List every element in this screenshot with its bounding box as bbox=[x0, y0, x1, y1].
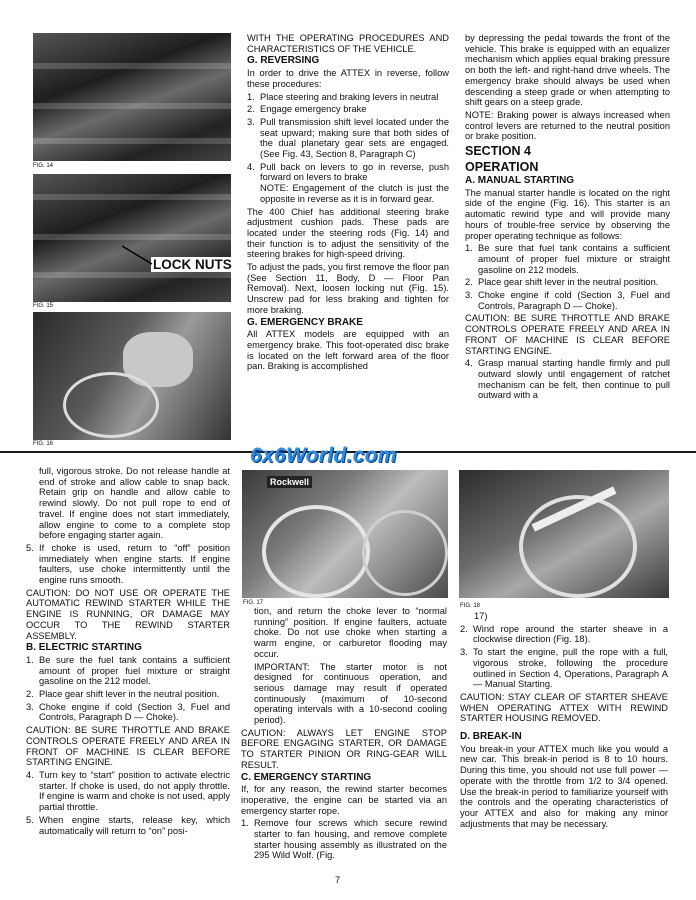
list-item: 2. Wind rope around the starter sheave in a clockwise direction (Fig. 18). bbox=[460, 623, 668, 645]
list-item: 3. To start the engine, pull the rope with a full, vigorous stroke, following the procedure outlined in Section 4, Operations, Paragraph A — Manual Starting. bbox=[460, 647, 668, 690]
emergency-steps-cont bbox=[460, 624, 668, 690]
important: IMPORTANT: The starter motor is not designed for continuous operation, and serious damage may result if operated continuously (maximum of 10-second operating intervals with a 10-second cooling period). bbox=[254, 661, 447, 726]
fig15-photo bbox=[33, 174, 231, 302]
caution: CAUTION: ALWAYS LET ENGINE STOP BEFORE ENGAGING STARTER, OR DAMAGE TO STARTER PINION OR RING-GEAR WILL RESULT. bbox=[241, 727, 447, 770]
caution: CAUTION: BE SURE THROTTLE AND BRAKE CONTROLS OPERATE FREELY AND AREA IN FRONT OF MACHINE IS CLEAR BEFORE STARTING ENGINE. bbox=[26, 725, 230, 768]
reversing-steps bbox=[247, 92, 449, 205]
list-item: 3. Choke engine if cold (Section 3, Fuel and Controls, Paragraph D — Choke). bbox=[465, 290, 670, 311]
rockwell-label: Rockwell bbox=[267, 476, 312, 488]
fig18-label: FIG. 18 bbox=[460, 603, 481, 609]
note: NOTE: Braking power is always increased when control levers are returned to the neutral position or brake position. bbox=[465, 109, 670, 142]
section-heading-break-in: D. BREAK-IN bbox=[460, 731, 522, 743]
fig15-label: FIG. 15 bbox=[33, 303, 54, 309]
list-item: 2. Engage emergency brake bbox=[247, 104, 367, 115]
list-item: 1. Be sure that fuel tank contains a sufficient amount of proper fuel mixture or straight gasoline on 212 models. bbox=[465, 243, 670, 275]
manual-steps-cont bbox=[465, 358, 670, 401]
fig18-photo bbox=[459, 470, 669, 598]
section-heading-emergency-brake: G. EMERGENCY BRAKE bbox=[247, 316, 363, 328]
paragraph: In order to drive the ATTEX in reverse, follow these procedures: bbox=[247, 68, 449, 89]
emergency-steps bbox=[241, 818, 447, 861]
paragraph: You break-in your ATTEX much like you would a new car. This break-in period is 8 to 10 hours. During this time, you should not use full power — operate with the throttle from 1/2 to 3/4 opened. Use the break-in period to familiarize yourself with the controls and the operating characteristics of your ATTEX and also for making any minor adjustments that may be necessary. bbox=[460, 743, 668, 829]
paragraph: full, vigorous stroke. Do not release handle at end of stroke and allow cable to snap back. Retain grip on handle and allow cable to rewind slowly. Do not pull rope to end of travel. If engine does not start immediately, allow engine to come to a complete stop before engaging starter again. bbox=[39, 466, 230, 541]
column-2-bottom bbox=[241, 606, 447, 863]
manual-steps bbox=[465, 243, 670, 311]
paragraph: by depressing the pedal towards the front of the vehicle. This brake is equipped with an equalizer mechanism which applies equal braking pressure on both the left- and right-hand drive wheels. The emergency brake should always be used when descending a steep grade or when attempting to shift gears on a steep grade. bbox=[465, 33, 670, 108]
section-heading-manual-starting: A. MANUAL STARTING bbox=[465, 175, 575, 187]
list-item: 2. Place gear shift lever in the neutral position. bbox=[465, 277, 659, 288]
list-item: 3. Pull transmission shift level located under the seat upward; making sure that both sides of the dual planetary gear sets are engaged. (See Fig. 43, Section 8, Paragraph C) bbox=[247, 116, 449, 160]
list-item: 4. Turn key to “start” position to activate electric starter. If choke is used, do not apply throttle. If engine is warm and choke is not used, apply partial throttle. bbox=[26, 769, 230, 813]
note: NOTE: Engagement of the clutch is just the opposite in reverse as it is in forward gear. bbox=[260, 183, 449, 204]
section-title: SECTION 4 bbox=[465, 144, 531, 159]
fig17-photo bbox=[242, 470, 448, 598]
paragraph: The manual starter handle is located on the right side of the engine (Fig. 16). This starter is an automatic rewind type and will provide many hours of trouble-free service by observing the proper operating technique as follows: bbox=[465, 187, 670, 241]
list-item: 1. Be sure the fuel tank contains a sufficient amount of proper fuel mixture or straight gasoline on the 212 model. bbox=[26, 654, 230, 687]
column-2-top bbox=[247, 33, 449, 374]
section-subtitle: OPERATION bbox=[465, 160, 539, 175]
caution: CAUTION: STAY CLEAR OF STARTER SHEAVE WHEN OPERATING ATTEX WITH REWIND STARTER HOUSING REMOVED. bbox=[460, 691, 668, 724]
list-item: 5. When engine starts, release key, which automatically will return to “on” posi- bbox=[26, 814, 230, 836]
paragraph: WITH THE OPERATING PROCEDURES AND CHARACTERISTICS OF THE VEHICLE. bbox=[247, 33, 449, 54]
list-item: 4. Pull back on levers to go in reverse, push forward on levers to brake NOTE: Engagement of the clutch is just the opposite in reverse as it is in forward gear. bbox=[247, 161, 449, 204]
electric-steps-cont bbox=[26, 770, 230, 836]
watermark: 6x6World.com bbox=[250, 444, 397, 467]
paragraph: To adjust the pads, you first remove the floor pan (See Section 11, Body, D — Floor Pan Removal). Next, loosen locking nut (Fig. 15). Unscrew pad for less braking and tighten for more braking. bbox=[247, 262, 449, 315]
list-item: 5. If choke is used, return to “off” position immediately when engine starts. If engine faulters, use choke intermittently until the engine runs smooth. bbox=[26, 542, 230, 586]
page-number: 7 bbox=[335, 875, 341, 886]
section-heading-reversing: G. REVERSING bbox=[247, 55, 320, 67]
list-item: 4. Grasp manual starting handle firmly and pull outward slowly until engagement of ratchet mechanism can be felt, then continue to pull outward with a bbox=[465, 358, 670, 401]
electric-steps bbox=[26, 655, 230, 723]
paragraph: All ATTEX models are equipped with an emergency brake. This foot-operated disc brake is located on the left forward area of the floor pan. Braking is accomplished bbox=[247, 329, 449, 372]
paragraph: If, for any reason, the rewind starter becomes inoperative, the engine can be started via an emergency starter rope. bbox=[241, 784, 447, 816]
paragraph: tion, and return the choke lever to “normal running” position. If engine faulters, actuate choke. Do not use choke when starting a warm engine, or carburetor flooding may occur. bbox=[254, 606, 447, 659]
column-3-bottom bbox=[460, 611, 668, 831]
list-item: 2. Place gear shift lever in the neutral position. bbox=[26, 689, 220, 700]
manual-steps-5 bbox=[26, 543, 230, 586]
fig16-photo bbox=[33, 312, 231, 440]
fig16-label: FIG. 16 bbox=[33, 441, 54, 447]
section-heading-electric-starting: B. ELECTRIC STARTING bbox=[26, 642, 142, 654]
lock-nuts-arrow bbox=[118, 240, 154, 270]
fig17-label: FIG. 17 bbox=[243, 600, 264, 606]
fig14-photo bbox=[33, 33, 231, 161]
list-item: 3. Choke engine if cold (Section 3, Fuel and Controls, Paragraph D — Choke). bbox=[26, 701, 230, 723]
column-3-top bbox=[465, 33, 670, 403]
paragraph: 17) bbox=[474, 611, 488, 621]
list-item: 1. Remove four screws which secure rewind starter to fan housing, and remove complete starter housing assembly as illustrated on the 295 Wild Wolf. (Fig. bbox=[241, 818, 447, 861]
list-item: 1. Place steering and braking levers in neutral bbox=[247, 91, 439, 102]
lock-nuts-callout: LOCK NUTS bbox=[153, 257, 232, 272]
caution: CAUTION: DO NOT USE OR OPERATE THE AUTOMATIC REWIND STARTER WHILE THE ENGINE IS RUNNING, OR DAMAGE MAY OCCUR TO THE REWIND STARTER ASSEMBLY. bbox=[26, 587, 230, 641]
paragraph: The 400 Chief has additional steering brake adjustment cushion pads. These pads are located under the steering rods (Fig. 14) and their function is to adjust the sensitivity of the steering brakes for high-speed driving. bbox=[247, 206, 449, 260]
section-heading-emergency-starting: C. EMERGENCY STARTING bbox=[241, 771, 372, 783]
column-1-bottom bbox=[26, 466, 230, 838]
fig14-label: FIG. 14 bbox=[33, 163, 54, 169]
caution: CAUTION: BE SURE THROTTLE AND BRAKE CONTROLS OPERATE FREELY AND AREA IN FRONT OF MACHINE IS CLEAR BEFORE STARTING ENGINE. bbox=[465, 313, 670, 356]
